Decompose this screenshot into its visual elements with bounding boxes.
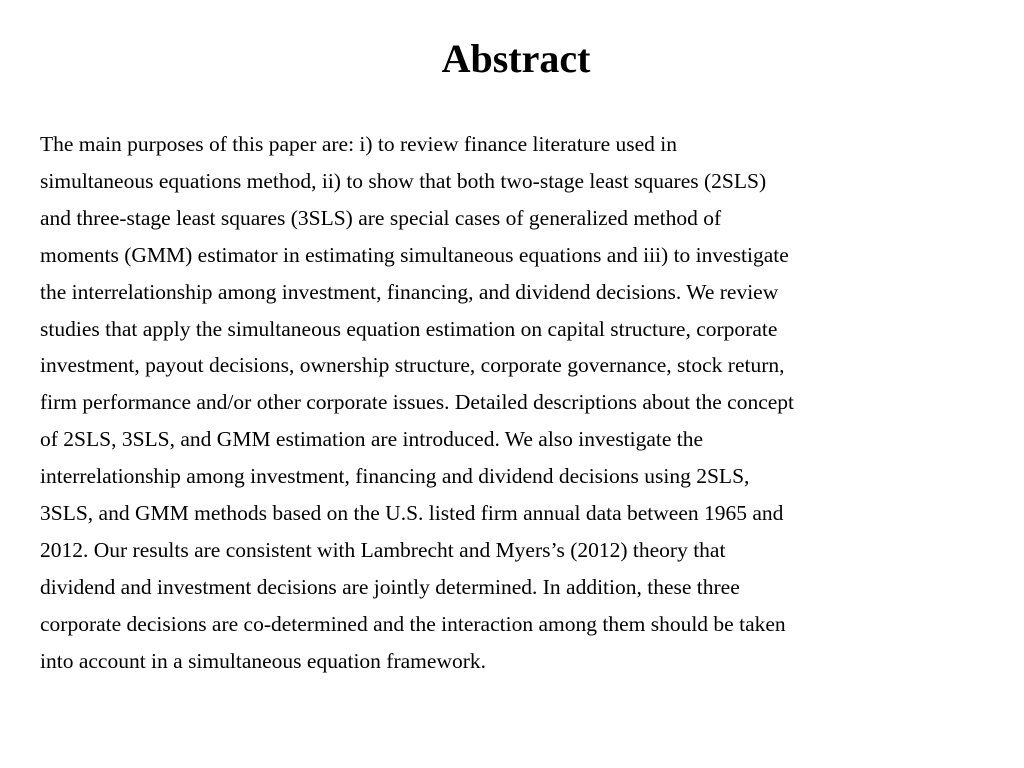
abstract-line: interrelationship among investment, financing and dividend decisions using 2SLS, xyxy=(40,464,750,489)
abstract-line: firm performance and/or other corporate issues. Detailed descriptions about the concept xyxy=(40,390,795,415)
abstract-line: into account in a simultaneous equation framework. xyxy=(40,648,486,673)
abstract-line: the interrelationship among investment, financing, and dividend decisions. We review xyxy=(40,279,779,304)
abstract-line: corporate decisions are co-determined and the interaction among them should be taken xyxy=(40,611,786,636)
abstract-line: 2012. Our results are consistent with Lambrecht and Myers’s (2012) theory that xyxy=(40,537,726,562)
abstract-line: simultaneous equations method, ii) to show that both two-stage least squares (2SLS) xyxy=(40,168,767,193)
abstract-line: moments (GMM) estimator in estimating simultaneous equations and iii) to investigate xyxy=(40,242,789,267)
abstract-line: of 2SLS, 3SLS, and GMM estimation are introduced. We also investigate the xyxy=(40,427,704,452)
abstract-body xyxy=(40,126,1000,680)
abstract-line: studies that apply the simultaneous equation estimation on capital structure, corporate xyxy=(40,316,778,341)
abstract-line: investment, payout decisions, ownership structure, corporate governance, stock return, xyxy=(40,353,785,378)
abstract-line: The main purposes of this paper are: i) to review finance literature used in xyxy=(40,132,678,156)
page-title: Abstract xyxy=(441,36,591,81)
abstract-line: 3SLS, and GMM methods based on the U.S. listed firm annual data between 1965 and xyxy=(40,501,784,526)
abstract-line: and three-stage least squares (3SLS) are special cases of generalized method of xyxy=(40,205,722,230)
abstract-line: dividend and investment decisions are jointly determined. In addition, these three xyxy=(40,574,740,599)
